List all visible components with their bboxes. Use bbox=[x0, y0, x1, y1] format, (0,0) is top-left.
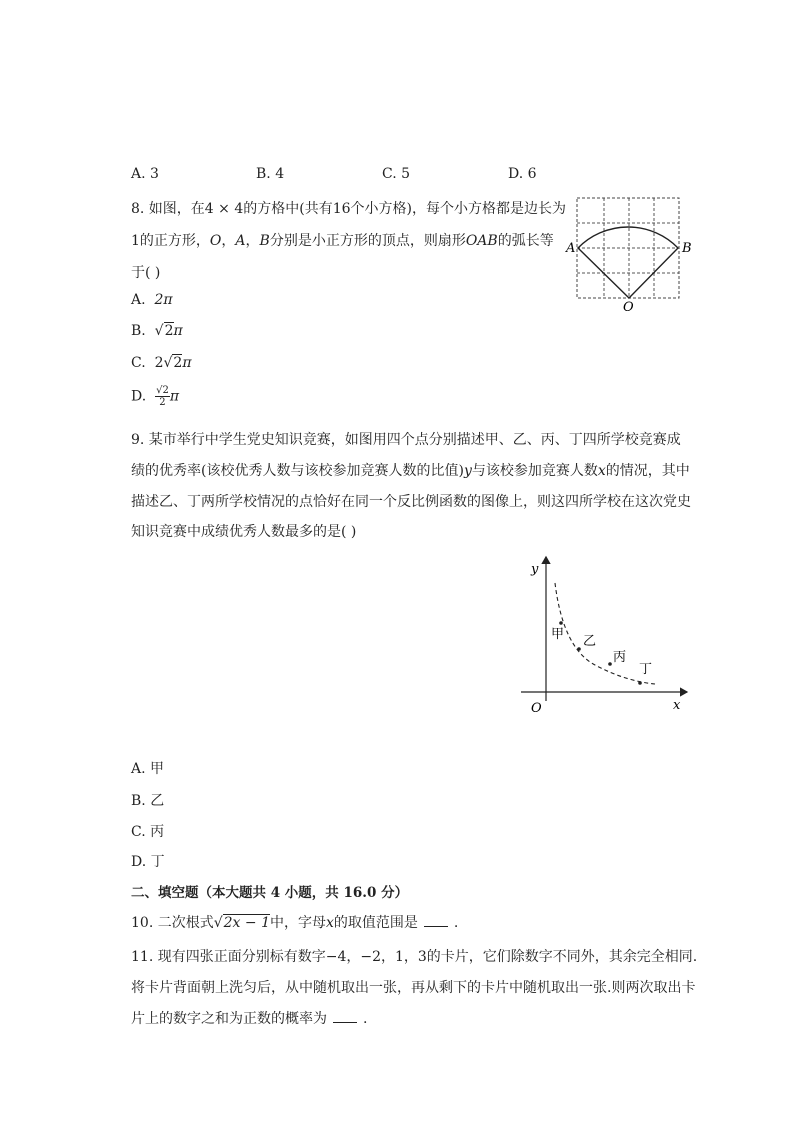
q8-line-1: 8. 如图，在4 × 4的方格中(共有16个小方格)，每个小方格都是边长为 bbox=[131, 201, 566, 217]
q9-line-2: 绩的优秀率(该校优秀人数与该校参加竞赛人数的比值)y与该校参加竞赛人数x的情况，其中 bbox=[131, 463, 690, 479]
q9-option-a: A. 甲 bbox=[131, 761, 165, 777]
point-label-a: A bbox=[566, 241, 576, 256]
axis-label-y: y bbox=[531, 562, 539, 577]
origin-label: O bbox=[531, 701, 542, 716]
label-bing: 丙 bbox=[613, 650, 627, 665]
q9-option-b: B. 乙 bbox=[131, 793, 165, 809]
q9-line-4: 知识竞赛中成绩优秀人数最多的是( ) bbox=[131, 524, 357, 540]
q11-line-2: 将卡片背面朝上洗匀后，从中随机取出一张，再从剩下的卡片中随机取出一张.则两次取出卡 bbox=[131, 980, 696, 996]
label-jia: 甲 bbox=[551, 627, 565, 642]
point-label-o: O bbox=[623, 300, 634, 315]
q9-graph-figure bbox=[515, 553, 695, 718]
q10-line: 10. 二次根式√2x − 1中，字母x的取值范围是 . bbox=[131, 915, 459, 931]
q7-option-d: D. 6 bbox=[508, 166, 537, 182]
point-jia bbox=[559, 621, 563, 625]
q7-option-a: A. 3 bbox=[131, 166, 159, 182]
answer-blank[interactable] bbox=[333, 1022, 357, 1023]
sector-arc bbox=[578, 227, 678, 248]
grid-lines bbox=[577, 198, 679, 298]
point-ding bbox=[638, 681, 642, 685]
q8-option-a: A. 2π bbox=[131, 292, 173, 308]
q7-option-b: B. 4 bbox=[256, 166, 285, 182]
point-bing bbox=[608, 662, 612, 666]
point-yi bbox=[577, 647, 581, 651]
q8-line-2: 1的正方形，O，A，B分别是小正方形的顶点，则扇形OAB的弧长等 bbox=[131, 233, 554, 249]
q9-line-3: 描述乙、丁两所学校情况的点恰好在同一个反比例函数的图像上，则这四所学校在这次党史 bbox=[131, 494, 691, 510]
point-label-b: B bbox=[682, 241, 692, 256]
q8-option-c: C. 2√2π bbox=[131, 355, 192, 371]
q8-sector-figure bbox=[560, 190, 700, 315]
q8-line-3: 于( ) bbox=[131, 265, 161, 281]
section-heading: 二、填空题（本大题共 4 小题，共 16.0 分） bbox=[131, 885, 409, 901]
answer-blank[interactable] bbox=[424, 926, 448, 927]
q11-line-1: 11. 现有四张正面分别标有数字−4，−2，1，3的卡片，它们除数字不同外，其余完全相同. bbox=[131, 949, 698, 965]
q8-option-d: D. $\frac{√2}{2}$ π bbox=[131, 385, 180, 408]
axis-label-x: x bbox=[673, 698, 681, 713]
q11-line-3: 片上的数字之和为正数的概率为 . bbox=[131, 1011, 368, 1027]
label-ding: 丁 bbox=[639, 662, 653, 677]
q7-option-c: C. 5 bbox=[382, 166, 411, 182]
label-yi: 乙 bbox=[583, 634, 597, 649]
q8-option-b: B. √2π bbox=[131, 323, 183, 339]
q9-line-1: 9. 某市举行中学生党史知识竞赛，如图用四个点分别描述甲、乙、丙、丁四所学校竞赛成 bbox=[131, 432, 681, 448]
q9-option-d: D. 丁 bbox=[131, 854, 165, 870]
q9-option-c: C. 丙 bbox=[131, 824, 165, 840]
